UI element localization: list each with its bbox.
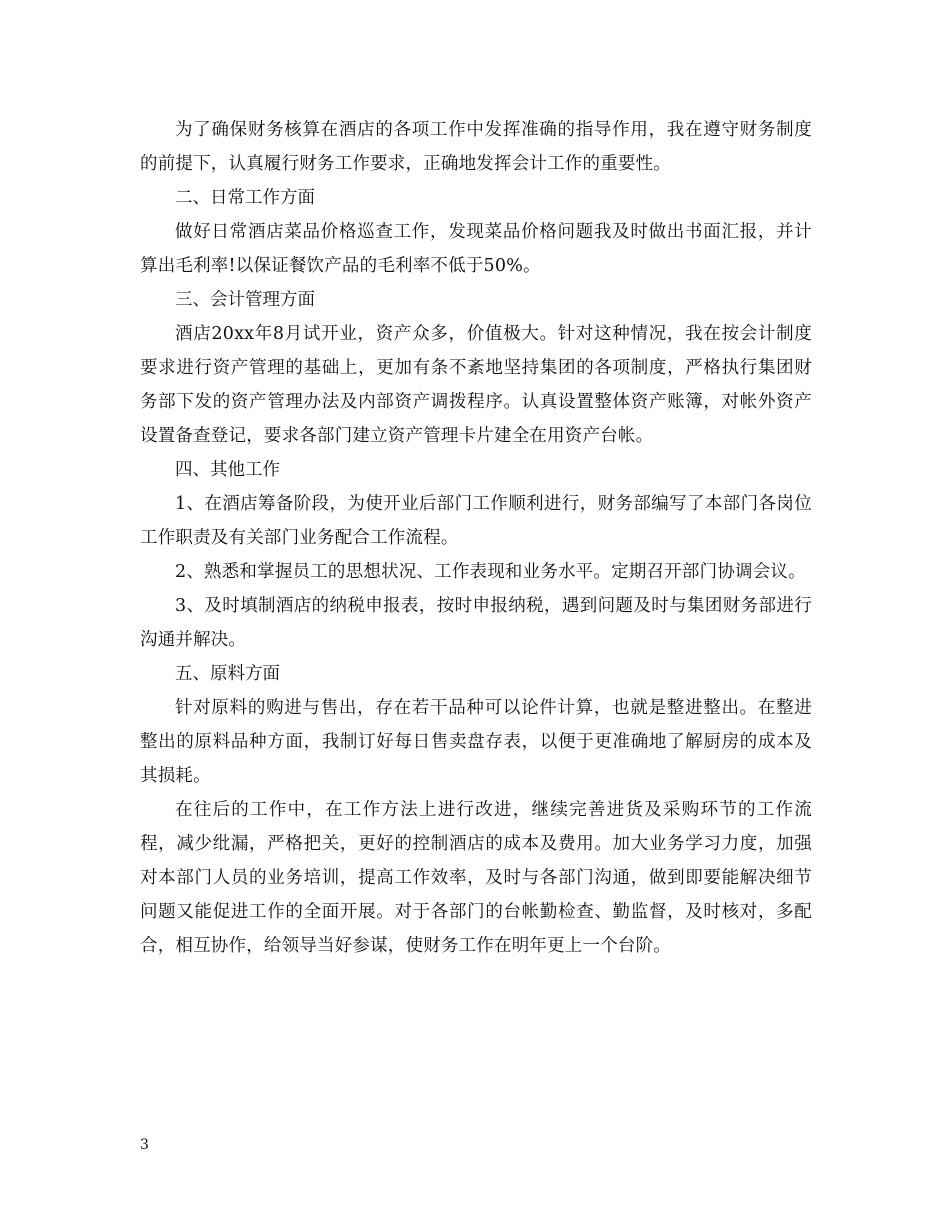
document-body [140,113,812,963]
paragraph-other-work-3: 3、及时填制酒店的纳税申报表，按时申报纳税，遇到问题及时与集团财务部进行沟通并解决。 [140,596,812,650]
section-heading-accounting-management: 三、会计管理方面 [175,290,315,310]
section-heading-raw-materials: 五、原料方面 [175,664,280,684]
paragraph-daily-work: 做好日常酒店菜品价格巡查工作，发现菜品价格问题我及时做出书面汇报，并计算出毛利率!以保证餐饮产品的毛利率不低于50%。 [140,222,812,276]
paragraph-other-work-1: 1、在酒店筹备阶段，为使开业后部门工作顺利进行，财务部编写了本部门各岗位工作职责及有关部门业务配合工作流程。 [140,494,812,548]
paragraph-accounting-management: 酒店20xx年8月试开业，资产众多，价值极大。针对这种情况，我在按会计制度要求进行资产管理的基础上，更加有条不紊地坚持集团的各项制度，严格执行集团财务部下发的资产管理办法及内部资产调拨程序。认真设置整体资产账簿，对帐外资产设置备查登记，要求各部门建立资产管理卡片建全在用资产台帐。 [140,324,812,446]
paragraph-future-plan: 在往后的工作中，在工作方法上进行改进，继续完善进货及采购环节的工作流程，减少纰漏，严格把关，更好的控制酒店的成本及费用。加大业务学习力度，加强对本部门人员的业务培训，提高工作效率，及时与各部门沟通，做到即要能解决细节问题又能促进工作的全面开展。对于各部门的台帐勤检查、勤监督，及时核对，多配合，相互协作，给领导当好参谋，使财务工作在明年更上一个台阶。 [140,800,812,956]
paragraph-other-work-2: 2、熟悉和掌握员工的思想状况、工作表现和业务水平。定期召开部门协调会议。 [175,562,806,582]
page-number: 3 [140,1137,149,1153]
section-heading-daily-work: 二、日常工作方面 [175,188,315,208]
paragraph-intro: 为了确保财务核算在酒店的各项工作中发挥准确的指导作用，我在遵守财务制度的前提下，认真履行财务工作要求，正确地发挥会计工作的重要性。 [140,120,812,174]
paragraph-raw-materials: 针对原料的购进与售出，存在若干品种可以论件计算，也就是整进整出。在整进整出的原料品种方面，我制订好每日售卖盘存表，以便于更准确地了解厨房的成本及其损耗。 [140,698,812,786]
section-heading-other-work: 四、其他工作 [175,460,280,480]
